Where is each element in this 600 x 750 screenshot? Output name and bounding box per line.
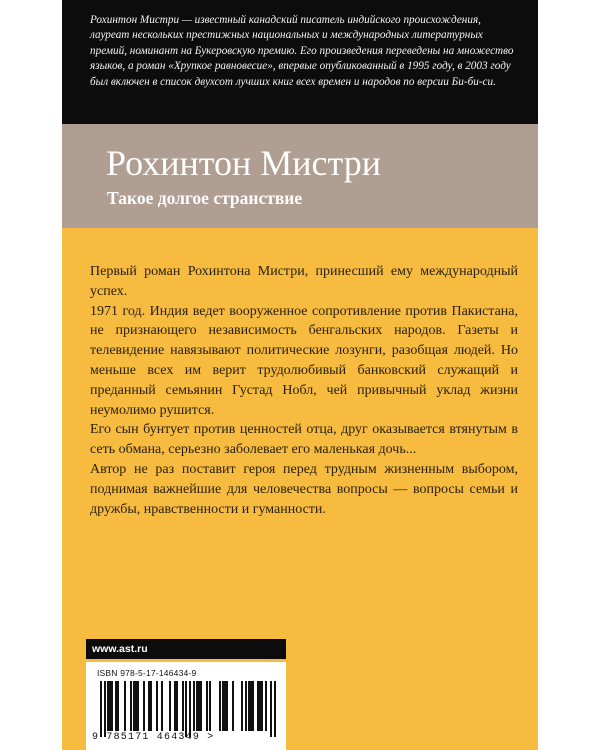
- barcode-bar: [226, 681, 228, 731]
- barcode-bar: [161, 681, 163, 731]
- barcode-bar: [124, 681, 126, 731]
- author-name: Рохинтон Мистри: [106, 143, 381, 183]
- author-bio: Рохинтон Мистри — известный канадский писатель индийского происхождения, лауреат нескольких престижных национальных и международных литературных премий, номинант на Букеровскую премию. Его произведения переведены на множество языков, а роман «Хрупкое равновесие», впервые опубликованный в 1995 году, в 2003 году был включен в список двухсот лучших книг всех времен и народов по версии Би-би-си.: [90, 14, 514, 88]
- barcode-bar: [150, 681, 152, 731]
- description-paragraph: Его сын бунтует против ценностей отца, друг оказывается втянутым в сеть обмана, серьезно заболевает его маленькая дочь...: [90, 422, 518, 458]
- barcode-bar: [219, 681, 221, 731]
- title-section: [62, 124, 538, 228]
- barcode-bar: [176, 681, 178, 731]
- book-description: [90, 262, 518, 519]
- barcode-bar: [137, 681, 139, 731]
- description-paragraph: Автор не раз поставит героя перед трудным жизненным выбором, поднимая важнейшие для человечества вопросы — вопросы семьи и дружбы, нравственности и гуманности.: [90, 461, 518, 517]
- description-paragraph: 1971 год. Индия ведет вооруженное сопротивление против Пакистана, не признающего независимость бенгальских народов. Газеты и телевидение навязывают политические лозунги, разобщая людей. Но меньше всех им верит трудолюбивый банковский служащий и преданный семьянин Густад Нобл, чей привычный уклад жизни неумолимо рушится.: [90, 303, 518, 418]
- barcode-bar: [169, 681, 171, 731]
- barcode-bar: [270, 681, 272, 737]
- barcode-box: [86, 662, 286, 750]
- barcode-bar: [245, 681, 247, 731]
- barcode-bar: [182, 681, 184, 731]
- isbn-number: ISBN 978-5-17-146434-9: [97, 668, 197, 678]
- book-back-cover: [62, 0, 538, 750]
- barcode-bar: [241, 681, 243, 731]
- publisher-website-box: [86, 639, 286, 659]
- barcode-bar: [185, 681, 187, 737]
- description-paragraph: Первый роман Рохинтона Мистри, принесший ему международный успех.: [90, 264, 518, 299]
- description-section: [62, 228, 538, 750]
- barcode-bar: [193, 681, 195, 731]
- barcode-bar: [111, 681, 113, 731]
- book-title: Такое долгое странствие: [107, 188, 303, 208]
- barcode-bar: [189, 681, 191, 737]
- barcode-bar: [104, 681, 106, 737]
- barcode-bars: [100, 681, 276, 731]
- barcode-bar: [252, 681, 254, 731]
- barcode-bar: [232, 681, 234, 731]
- barcode-bar: [261, 681, 263, 731]
- author-bio-section: [62, 0, 538, 124]
- barcode-bar: [274, 681, 276, 737]
- barcode-bar: [265, 681, 267, 731]
- barcode-bar: [209, 681, 211, 731]
- barcode-bar: [117, 681, 119, 731]
- barcode-bar: [143, 681, 145, 731]
- barcode-bar: [156, 681, 158, 731]
- barcode-bar: [200, 681, 202, 731]
- barcode-bar: [100, 681, 102, 737]
- publisher-website: www.ast.ru: [92, 643, 148, 655]
- barcode-digits: 9 785171 464349 >: [92, 732, 215, 743]
- barcode-bar: [130, 681, 132, 731]
- barcode-bar: [206, 681, 208, 731]
